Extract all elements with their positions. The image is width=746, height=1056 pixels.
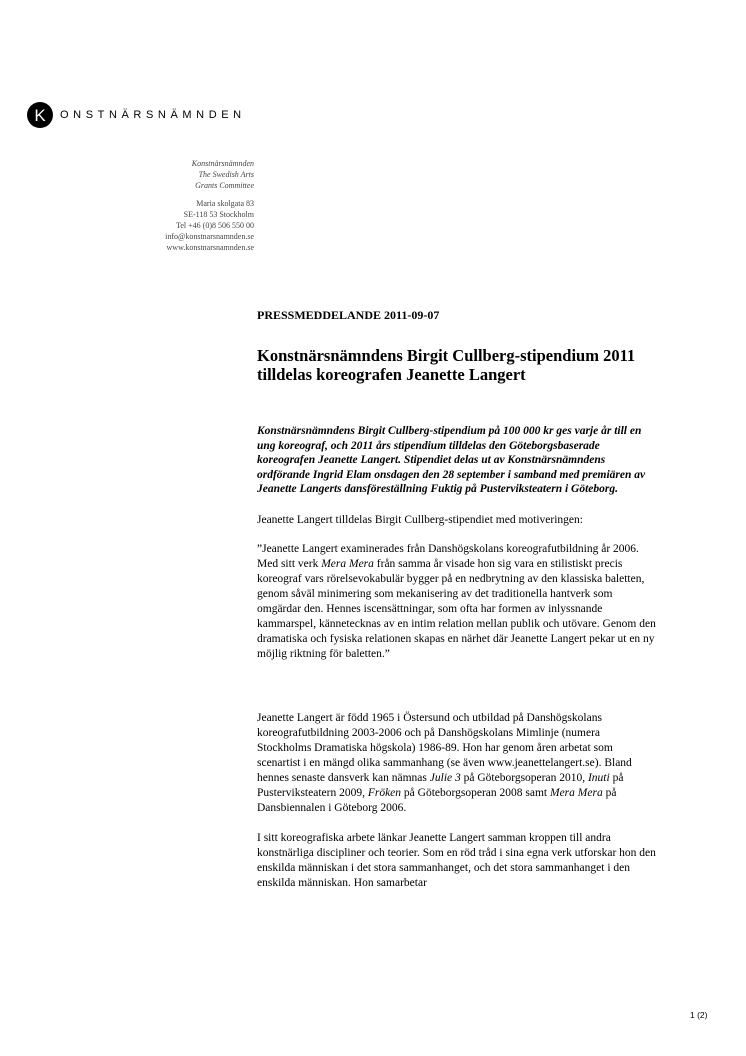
biography-paragraph: [257, 711, 657, 816]
bio-work-inuti: Inuti: [587, 771, 610, 784]
website-address: www.konstnarsnamnden.se: [166, 243, 254, 252]
phone-number: Tel +46 (0)8 506 550 00: [176, 221, 254, 230]
org-name-line: Konstnärsnämnden: [191, 159, 254, 168]
motivation-quote: [257, 542, 657, 662]
logo-k-mark: K: [27, 102, 53, 128]
bio-text-5: på Dansbiennalen i Göteborg 2006.: [257, 786, 617, 814]
quote-text-2: från samma år visade hon sig vara en stilistiskt precis koreograf vars rörelsevokabulär bygger på en nedbrytning av den klassiska baletten, genom såväl minimering som mekanisering av det traditionella hantverk som omgärdar den. Hennes iscensättningar, som ofta har formen av inlyssnande kammarspel, kännetecknas av en intim relation mellan publik och utövare. Genom den dramatiska och fysiska relationen skapas en närhet där Jeanette Langert pekar ut en ny möjlig riktning för baletten.”: [257, 557, 656, 660]
bio-text-2: på Göteborgsoperan 2010,: [460, 771, 588, 784]
bio-work-froken: Fröken: [367, 786, 402, 799]
bio-work-mera-mera: Mera Mera: [550, 786, 603, 799]
address-block: [165, 158, 254, 253]
postal-address: SE-118 53 Stockholm: [183, 210, 254, 219]
bio-text-3: på Pusterviksteatern 2009,: [257, 771, 624, 799]
artistic-work-paragraph: I sitt koreografiska arbete länkar Jeanette Langert samman kroppen till andra konstnärliga discipliner och teorier. Som en röd tråd i sina egna verk utforskar hon den enskilda människan i det stora sammanhanget, och det stora sammanhanget i den enskilda människan. Hon samarbetar: [257, 831, 656, 889]
organization-logo: [27, 102, 246, 128]
org-english-line-1: The Swedish Arts: [198, 170, 254, 179]
bio-text-4: på Göteborgsoperan 2008 samt: [401, 786, 550, 799]
logo-wordmark: ONSTNÄRSNÄMNDEN: [60, 109, 246, 121]
quote-text-1: ”Jeanette Langert examinerades från Danshögskolans koreografutbildning år 2006. Med sitt verk: [257, 542, 639, 570]
bio-text-1: Jeanette Langert är född 1965 i Östersund och utbildad på Danshögskolans koreografutbildning 2003-2006 och på Danshögskolans Mimlinje (numera Stockholms Dramatiska högskola) 1986-89. Hon har genom åren arbetat som scenartist i en mängd olika sammanhang (se även www.jeanettelangert.se). Bland hennes senaste dansverk kan nämnas: [257, 711, 632, 784]
headline: Konstnärsnämndens Birgit Cullberg-stipendium 2011 tilldelas koreografen Jeanette Langert: [257, 346, 636, 384]
quote-work-title: Mera Mera: [321, 557, 374, 570]
press-release-date: PRESSMEDDELANDE 2011-09-07: [257, 308, 440, 322]
bio-work-julie: Julie 3: [429, 771, 461, 784]
street-address: Maria skolgata 83: [196, 199, 254, 208]
page-number: 1 (2): [690, 1010, 708, 1020]
press-release-body: [257, 308, 657, 891]
org-english-line-2: Grants Committee: [195, 181, 254, 190]
email-address: info@konstnarsnamnden.se: [165, 232, 254, 241]
lead-paragraph: Konstnärsnämndens Birgit Cullberg-stipendium på 100 000 kr ges varje år till en ung koreograf, och 2011 års stipendium tilldelas den Göteborgsbaserade koreografen Jeanette Langert. Stipendiet delas ut av Konstnärsnämndens ordförande Ingrid Elam onsdagen den 28 september i samband med premiären av Jeanette Langerts dansföreställning Fuktig på Pusterviksteatern i Göteborg.: [257, 425, 646, 495]
motivation-intro: Jeanette Langert tilldelas Birgit Cullberg-stipendiet med motiveringen:: [257, 513, 583, 526]
